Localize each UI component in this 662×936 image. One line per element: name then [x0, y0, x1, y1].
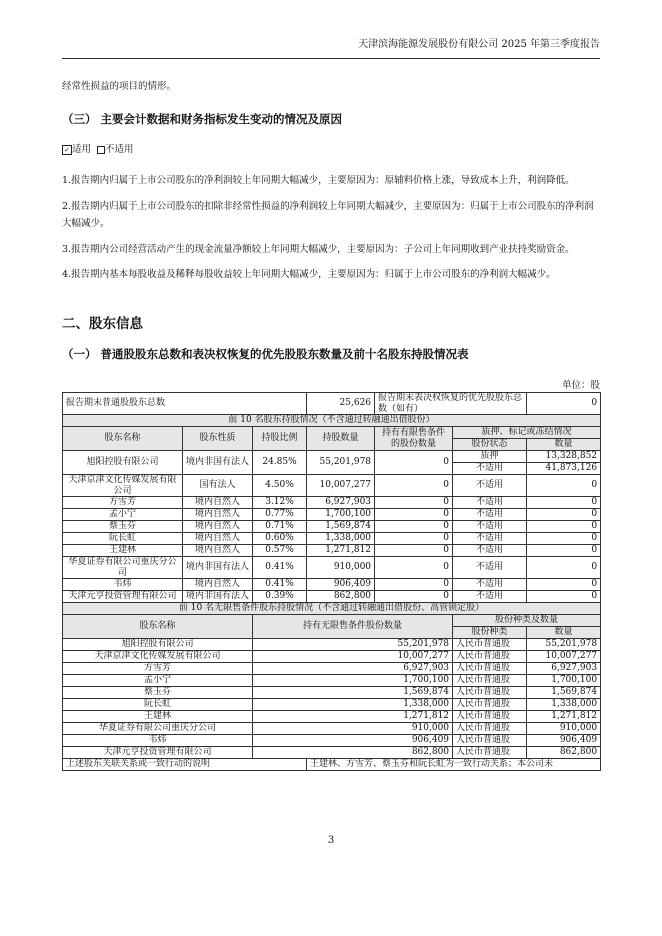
unrestricted-row	[63, 663, 601, 675]
holder-ratio: 0.39%	[253, 591, 307, 603]
total-holders-value: 25,626	[307, 393, 375, 415]
holder-restricted: 0	[375, 521, 453, 533]
holder-count: 0	[527, 497, 601, 509]
top10-row	[63, 557, 601, 579]
holder-name: 旭阳控股有限公司	[63, 451, 183, 475]
share-count: 862,800	[527, 747, 601, 759]
holder-count: 0	[527, 557, 601, 579]
share-type: 人民币普通股	[453, 675, 527, 687]
holder-restricted: 0	[375, 451, 453, 475]
holder-name: 王建林	[63, 545, 183, 557]
top10-row	[63, 533, 601, 545]
holder-ratio: 0.57%	[253, 545, 307, 557]
holder-count: 0	[527, 521, 601, 533]
holder-name: 蔡玉芬	[63, 521, 183, 533]
unrestricted-row	[63, 687, 601, 699]
share-type: 人民币普通股	[453, 747, 527, 759]
related-parties-label: 上述股东关联关系或一致行动的说明	[63, 759, 307, 771]
share-count: 10,007,277	[527, 651, 601, 663]
holder-status: 不适用	[453, 591, 527, 603]
unrestricted-header-row	[63, 615, 601, 627]
holder-ratio: 0.41%	[253, 557, 307, 579]
holder-name: 华夏证券有限公司重庆分公司	[63, 557, 183, 579]
unrestricted-row	[63, 675, 601, 687]
holder-qty: 55,201,978	[307, 451, 375, 475]
holder-status: 质押	[453, 451, 527, 463]
section-shareholders-heading: 二、股东信息	[62, 316, 143, 332]
share-count: 1,271,812	[527, 711, 601, 723]
col-name-header: 股东名称	[63, 427, 183, 451]
unrestricted-holder-name: 天津京津文化传媒发展有限公司	[63, 651, 253, 663]
top10-row	[63, 497, 601, 509]
holder-ratio: 24.85%	[253, 451, 307, 475]
holder-qty: 906,409	[307, 579, 375, 591]
unrestricted-row	[63, 711, 601, 723]
unrestricted-qty: 862,800	[253, 747, 453, 759]
preferred-holders-label: 报告期末表决权恢复的优先股股东总数（如有）	[375, 393, 527, 415]
holder-restricted: 0	[375, 579, 453, 591]
holder-status: 不适用	[453, 579, 527, 591]
unrestricted-row	[63, 747, 601, 759]
holder-nature: 境内非国有法人	[183, 451, 253, 475]
holder-count: 0	[527, 545, 601, 557]
share-count: 55,201,978	[527, 639, 601, 651]
holder-count: 0	[527, 509, 601, 521]
holder-nature: 境内自然人	[183, 579, 253, 591]
top10-row	[63, 591, 601, 603]
unrestricted-holder-name: 华夏证券有限公司重庆分公司	[63, 723, 253, 735]
unrestricted-qty: 1,271,812	[253, 711, 453, 723]
holder-ratio: 4.50%	[253, 475, 307, 497]
paragraph-4: 4.报告期内基本每股收益及稀释每股收益较上年同期大幅减少，主要原因为：归属于上市公司股东的净利润大幅减少。	[62, 269, 556, 280]
share-count: 1,700,100	[527, 675, 601, 687]
col-pledge-header: 质押、标记或冻结情况	[453, 427, 601, 439]
holder-status: 不适用	[453, 521, 527, 533]
share-count: 906,409	[527, 735, 601, 747]
paragraph-1: 1.报告期内归属于上市公司股东的净利润较上年同期大幅减少，主要原因为：原辅料价格上涨，导致成本上升，利润降低。	[62, 175, 575, 186]
top10-row	[63, 475, 601, 497]
top10-row	[63, 545, 601, 557]
holder-nature: 境内自然人	[183, 509, 253, 521]
unrestricted-qty: 1,569,874	[253, 687, 453, 699]
section-1-heading: （一） 普通股股东总数和表决权恢复的优先股股东数量及前十名股东持股情况表	[62, 347, 469, 361]
holder-restricted: 0	[375, 475, 453, 497]
holder-qty: 1,569,874	[307, 521, 375, 533]
holder-ratio: 0.71%	[253, 521, 307, 533]
holder-name: 方雪芳	[63, 497, 183, 509]
share-type: 人民币普通股	[453, 735, 527, 747]
unrestricted-row	[63, 699, 601, 711]
holder-restricted: 0	[375, 545, 453, 557]
intro-tail-text: 经常性损益的项目的情形。	[62, 81, 177, 92]
unrestricted-row	[63, 639, 601, 651]
holder-qty: 6,927,903	[307, 497, 375, 509]
holder-name: 天津京津文化传媒发展有限公司	[63, 475, 183, 497]
holder-status: 不适用	[453, 545, 527, 557]
col-count-header: 数量	[527, 439, 601, 451]
unrestricted-holder-name: 天津元亨投资管理有限公司	[63, 747, 253, 759]
holder-nature: 境内自然人	[183, 497, 253, 509]
holder-count: 0	[527, 475, 601, 497]
holder-ratio: 0.60%	[253, 533, 307, 545]
holder-count: 0	[527, 591, 601, 603]
unrestricted-title-row	[63, 603, 601, 615]
not-applicable-label: 不适用	[105, 144, 134, 155]
section-3-heading: （三） 主要会计数据和财务指标发生变动的情况及原因	[62, 112, 343, 126]
unrestricted-holder-name: 阮长虹	[63, 699, 253, 711]
holder-name: 韦炜	[63, 579, 183, 591]
unchecked-checkbox-icon	[97, 146, 105, 154]
share-type: 人民币普通股	[453, 651, 527, 663]
unrestricted-row	[63, 735, 601, 747]
holder-count: 41,873,126	[527, 463, 601, 475]
holder-name: 孟小宁	[63, 509, 183, 521]
unrestricted-holder-name: 韦炜	[63, 735, 253, 747]
holder-qty: 10,007,277	[307, 475, 375, 497]
unrestricted-row	[63, 651, 601, 663]
holder-qty: 1,271,812	[307, 545, 375, 557]
unrestricted-qty: 906,409	[253, 735, 453, 747]
page-header: 天津滨海能源发展股份有限公司 2025 年第三季度报告	[62, 36, 600, 59]
unit-label: 单位：股	[561, 380, 600, 391]
holder-nature: 境内自然人	[183, 521, 253, 533]
unrestricted-holder-name: 孟小宁	[63, 675, 253, 687]
holder-restricted: 0	[375, 591, 453, 603]
holder-status: 不适用	[453, 497, 527, 509]
unrestricted-qty: 55,201,978	[253, 639, 453, 651]
holder-nature: 境内非国有法人	[183, 557, 253, 579]
top10-row	[63, 509, 601, 521]
holder-ratio: 3.12%	[253, 497, 307, 509]
summary-row	[63, 393, 601, 415]
holder-nature: 境内自然人	[183, 533, 253, 545]
holder-restricted: 0	[375, 509, 453, 521]
holder-status: 不适用	[453, 533, 527, 545]
holder-status: 不适用	[453, 509, 527, 521]
unrestricted-qty: 10,007,277	[253, 651, 453, 663]
share-type: 人民币普通股	[453, 711, 527, 723]
share-count: 1,569,874	[527, 687, 601, 699]
holder-nature: 国有法人	[183, 475, 253, 497]
top10-title: 前 10 名股东持股情况（不含通过转融通出借股份）	[63, 415, 601, 427]
holder-status: 不适用	[453, 475, 527, 497]
holder-qty: 910,000	[307, 557, 375, 579]
col-restricted-header: 持有有限售条件的股份数量	[375, 427, 453, 451]
holder-count: 0	[527, 533, 601, 545]
holder-count: 0	[527, 579, 601, 591]
applicable-label: 适用	[72, 144, 92, 155]
share-count: 6,927,903	[527, 663, 601, 675]
holder-qty: 1,700,100	[307, 509, 375, 521]
holder-restricted: 0	[375, 557, 453, 579]
holder-qty: 1,338,000	[307, 533, 375, 545]
checked-checkbox-icon: ✓	[62, 145, 72, 155]
unrestricted-qty: 6,927,903	[253, 663, 453, 675]
related-parties-text: 王建林、方雪芳、蔡玉芬和阮长虹为一致行动关系；本公司未	[307, 759, 601, 771]
col-type-group-header: 股份种类及数量	[453, 615, 601, 627]
section-3-paragraphs	[62, 172, 600, 292]
col-ratio-header: 持股比例	[253, 427, 307, 451]
share-type: 人民币普通股	[453, 663, 527, 675]
holder-status: 不适用	[453, 557, 527, 579]
top10-header-row	[63, 427, 601, 439]
total-holders-label: 报告期末普通股股东总数	[63, 393, 307, 415]
preferred-holders-value: 0	[527, 393, 601, 415]
col-count-header: 数量	[527, 627, 601, 639]
holder-qty: 862,800	[307, 591, 375, 603]
col-unrestricted-qty-header: 持有无限售条件股份数量	[253, 615, 453, 639]
share-type: 人民币普通股	[453, 639, 527, 651]
holder-name: 天津元亨投资管理有限公司	[63, 591, 183, 603]
related-parties-row	[63, 759, 601, 771]
top10-title-row	[63, 415, 601, 427]
col-type-header: 股份种类	[453, 627, 527, 639]
holder-name: 阮长虹	[63, 533, 183, 545]
unrestricted-holder-name: 方雪芳	[63, 663, 253, 675]
share-type: 人民币普通股	[453, 699, 527, 711]
shareholder-table	[62, 392, 601, 771]
share-count: 910,000	[527, 723, 601, 735]
unrestricted-holder-name: 王建林	[63, 711, 253, 723]
applicability-line	[62, 142, 600, 157]
share-count: 1,338,000	[527, 699, 601, 711]
unrestricted-qty: 1,338,000	[253, 699, 453, 711]
unrestricted-row	[63, 723, 601, 735]
top10-first-row	[63, 451, 601, 463]
holder-nature: 境内自然人	[183, 545, 253, 557]
holder-ratio: 0.41%	[253, 579, 307, 591]
unrestricted-holder-name: 旭阳控股有限公司	[63, 639, 253, 651]
col-nature-header: 股东性质	[183, 427, 253, 451]
unrestricted-qty: 910,000	[253, 723, 453, 735]
col-status-header: 股份状态	[453, 439, 527, 451]
col-name-header: 股东名称	[63, 615, 253, 639]
top10-row	[63, 579, 601, 591]
share-type: 人民币普通股	[453, 723, 527, 735]
col-qty-header: 持股数量	[307, 427, 375, 451]
paragraph-2: 2.报告期内归属于上市公司股东的扣除非经常性损益的净利润较上年同期大幅减少，主要原因为：归属于上市公司股东的净利润大幅减少。	[62, 200, 594, 229]
unrestricted-title: 前 10 名无限售条件股东持股情况（不含通过转融通出借股份、高管锁定股）	[63, 603, 601, 615]
top10-row	[63, 521, 601, 533]
holder-status: 不适用	[453, 463, 527, 475]
holder-count: 13,328,852	[527, 451, 601, 463]
holder-restricted: 0	[375, 497, 453, 509]
holder-ratio: 0.77%	[253, 509, 307, 521]
unrestricted-holder-name: 蔡玉芬	[63, 687, 253, 699]
page-number: 3	[327, 835, 335, 846]
holder-nature: 境内非国有法人	[183, 591, 253, 603]
paragraph-3: 3.报告期内公司经营活动产生的现金流量净额较上年同期大幅减少，主要原因为：子公司上年同期收到产业扶持奖励资金。	[62, 243, 575, 255]
unrestricted-qty: 1,700,100	[253, 675, 453, 687]
share-type: 人民币普通股	[453, 687, 527, 699]
holder-restricted: 0	[375, 533, 453, 545]
